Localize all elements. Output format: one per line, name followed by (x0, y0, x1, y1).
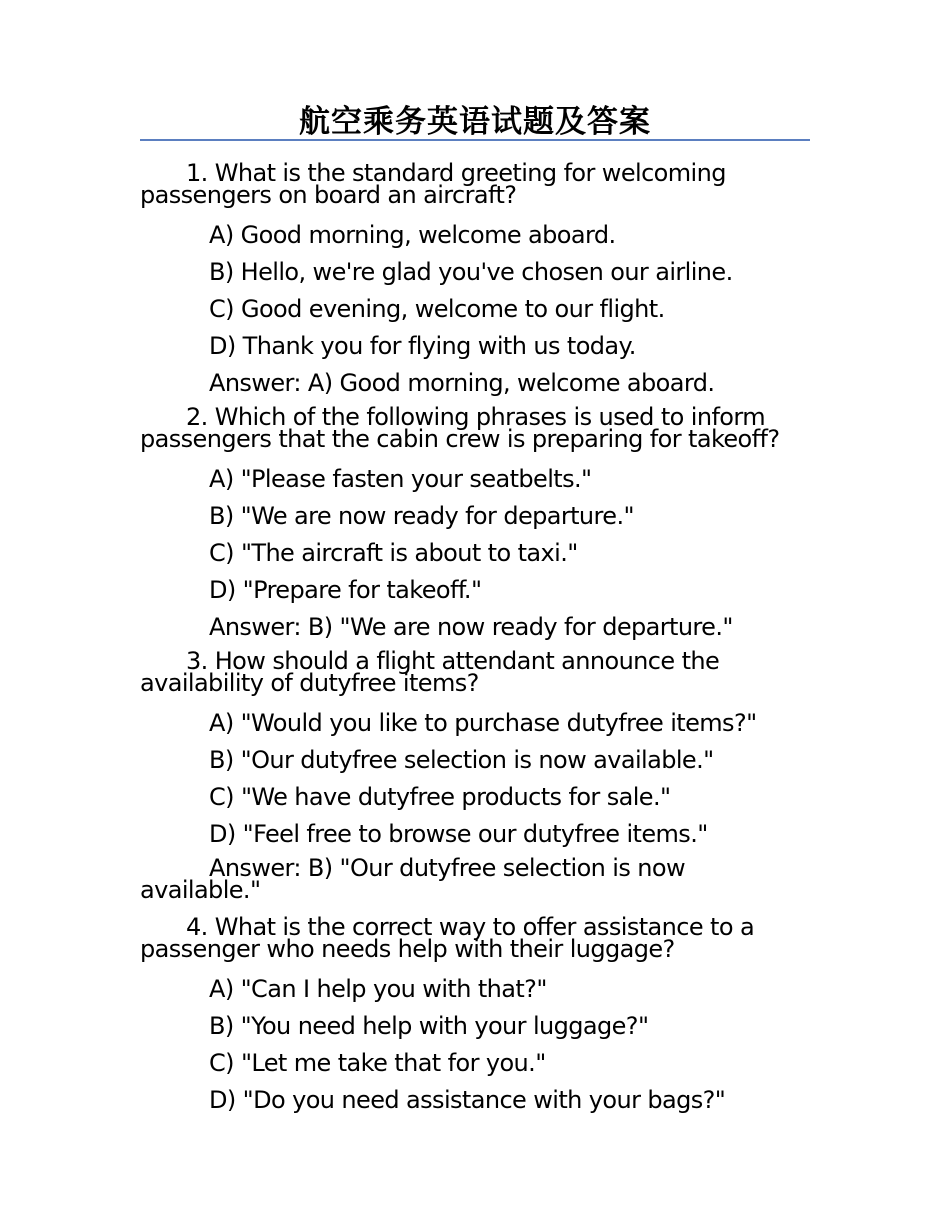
answer-text: Answer: A) Good morning, welcome aboard. (209, 369, 715, 397)
question-text: 3. How should a flight attendant announce the availability of dutyfree items? (140, 647, 720, 697)
document-body (140, 158, 810, 1119)
question-text: 2. Which of the following phrases is used to inform passengers that the cabin crew is preparing for takeoff? (140, 403, 780, 453)
question-text: 4. What is the correct way to offer assistance to a passenger who needs help with their luggage? (140, 913, 755, 963)
option-a: A) Good morning, welcome aboard. (209, 221, 616, 249)
option-c: C) "The aircraft is about to taxi." (209, 539, 578, 567)
option-c: C) Good evening, welcome to our flight. (209, 295, 665, 323)
option-a: A) "Please fasten your seatbelts." (209, 465, 592, 493)
question-block (140, 402, 810, 646)
option-b: B) "We are now ready for departure." (209, 502, 634, 530)
option-a: A) "Would you like to purchase dutyfree items?" (209, 709, 757, 737)
option-d: D) "Prepare for takeoff." (209, 576, 482, 604)
option-b: B) "You need help with your luggage?" (209, 1012, 649, 1040)
answer-text: Answer: B) "We are now ready for departure." (209, 613, 733, 641)
title-underline (140, 139, 810, 141)
answer-text: Answer: B) "Our dutyfree selection is now available." (140, 854, 686, 904)
option-d: D) Thank you for flying with us today. (209, 332, 636, 360)
option-c: C) "Let me take that for you." (209, 1049, 546, 1077)
option-d: D) "Do you need assistance with your bags?" (209, 1086, 726, 1114)
question-block (140, 912, 810, 1119)
option-d: D) "Feel free to browse our dutyfree items." (209, 820, 708, 848)
question-block (140, 158, 810, 402)
option-b: B) "Our dutyfree selection is now available." (209, 746, 714, 774)
option-c: C) "We have dutyfree products for sale." (209, 783, 671, 811)
option-a: A) "Can I help you with that?" (209, 975, 547, 1003)
question-block (140, 646, 810, 912)
option-b: B) Hello, we're glad you've chosen our airline. (209, 258, 733, 286)
question-text: 1. What is the standard greeting for welcoming passengers on board an aircraft? (140, 159, 726, 209)
document-title: 航空乘务英语试题及答案 (299, 104, 651, 140)
